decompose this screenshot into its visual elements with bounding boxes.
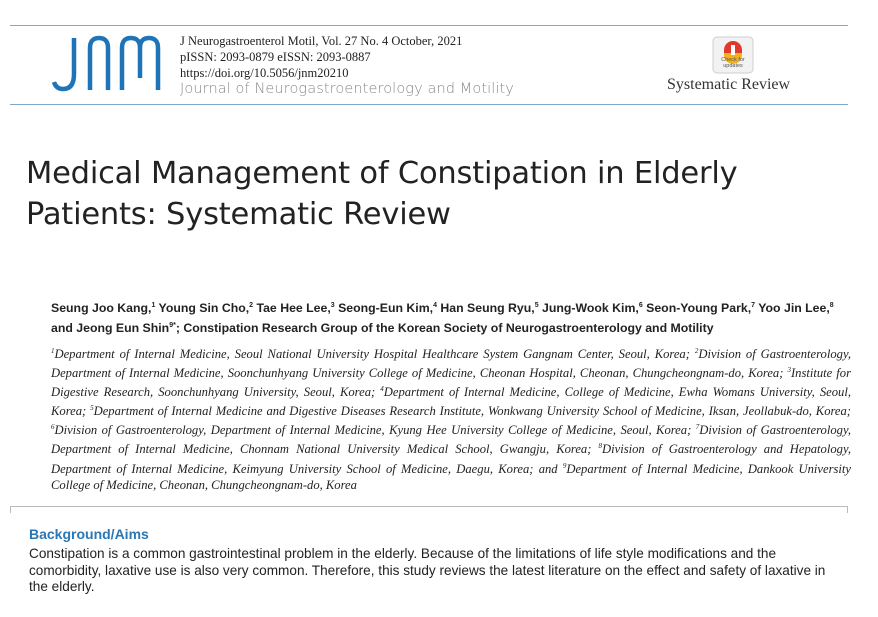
title-line-1: Medical Management of Constipation in Elderly: [26, 156, 738, 191]
header-top-rule: [10, 25, 848, 26]
check-for-updates-label: Check for updates: [721, 57, 745, 69]
author: Young Sin Cho,$^2$: [158, 301, 254, 316]
jnm-logo: [52, 32, 167, 94]
citation: J Neurogastroenterol Motil, Vol. 27 No. 4 October, 2021: [180, 34, 463, 48]
doi-link[interactable]: https://doi.org/10.5056/jnm20210: [180, 66, 349, 80]
author: Seung Joo Kang,$^1$: [51, 301, 156, 316]
issn: pISSN: 2093-0879 eISSN: 2093-0887: [180, 50, 371, 64]
affiliations: $^1$Department of Internal Medicine, Seoul National University Hospital Healthcare System Gangnam Center, Seoul, Korea; $^2$Division of Gastroenterology, Department of Internal Medicine, Soonchunhyang University College of Medicine, Cheonan Hospital, Cheonan, Chungcheongnam-do, Korea; $^3$Institute for Digestive Research, Soonchunhyang University, Seoul, Korea; $^4$Department of Internal Medicine, College of Medicine, Ewha Womans University, Seoul, Korea; $^5$Department of Internal Medicine and Digestive Diseases Research Institute, Wonkwang University School of Medicine, Iksan, Jeollabuk-do, Korea; $^6$Division of Gastroenterology, Department of Internal Medicine, Kyung Hee University College of Medicine, Seoul, Korea; $^7$Division of Gastroenterology, Department of Internal Medicine, Chonnam National University Medical School, Gwangju, Korea; $^8$Division of Gastroenterology and Hepatology, Department of Internal Medicine, Keimyung University School of Medicine, Daegu, Korea; and $^9$Department of Internal Medicine, Dankook University College of Medicine, Cheonan, Chungcheongnam-do, Korea: [51, 347, 851, 492]
author: Han Seung Ryu,$^5$: [440, 301, 539, 316]
author: Yoo Jin Lee,$^8$: [758, 301, 834, 316]
author-list: [51, 297, 841, 337]
abstract-heading: Background/Aims: [29, 526, 149, 542]
title-line-2: Patients: Systematic Review: [26, 197, 451, 232]
research-group: ; Constipation Research Group of the Korean Society of Neurogastroenterology and Motility: [175, 321, 714, 336]
journal-name: Journal of Neurogastroenterology and Motility: [180, 81, 514, 97]
author: Seong-Eun Kim,$^4$: [338, 301, 437, 316]
author: Tae Hee Lee,$^3$: [256, 301, 335, 316]
article-type: Systematic Review: [667, 76, 791, 93]
journal-meta: [180, 33, 462, 81]
abstract-text: Constipation is a common gastrointestinal problem in the elderly. Because of the limitations of life style modifications and the comorbidity, laxative use is also very common. Therefore, this study reviews the latest literature on the effect and safety of laxative in the elderly.: [29, 546, 826, 594]
header-bottom-rule: [10, 104, 848, 105]
author: Jung-Wook Kim,$^6$: [542, 301, 643, 316]
article-title: [26, 153, 826, 235]
abstract-box-corner-right: [847, 507, 848, 513]
abstract-box-corner-left: [10, 507, 11, 513]
author: Seon-Young Park,$^7$: [646, 301, 756, 316]
author: and Jeong Eun Shin$^{9*}$: [51, 321, 176, 336]
